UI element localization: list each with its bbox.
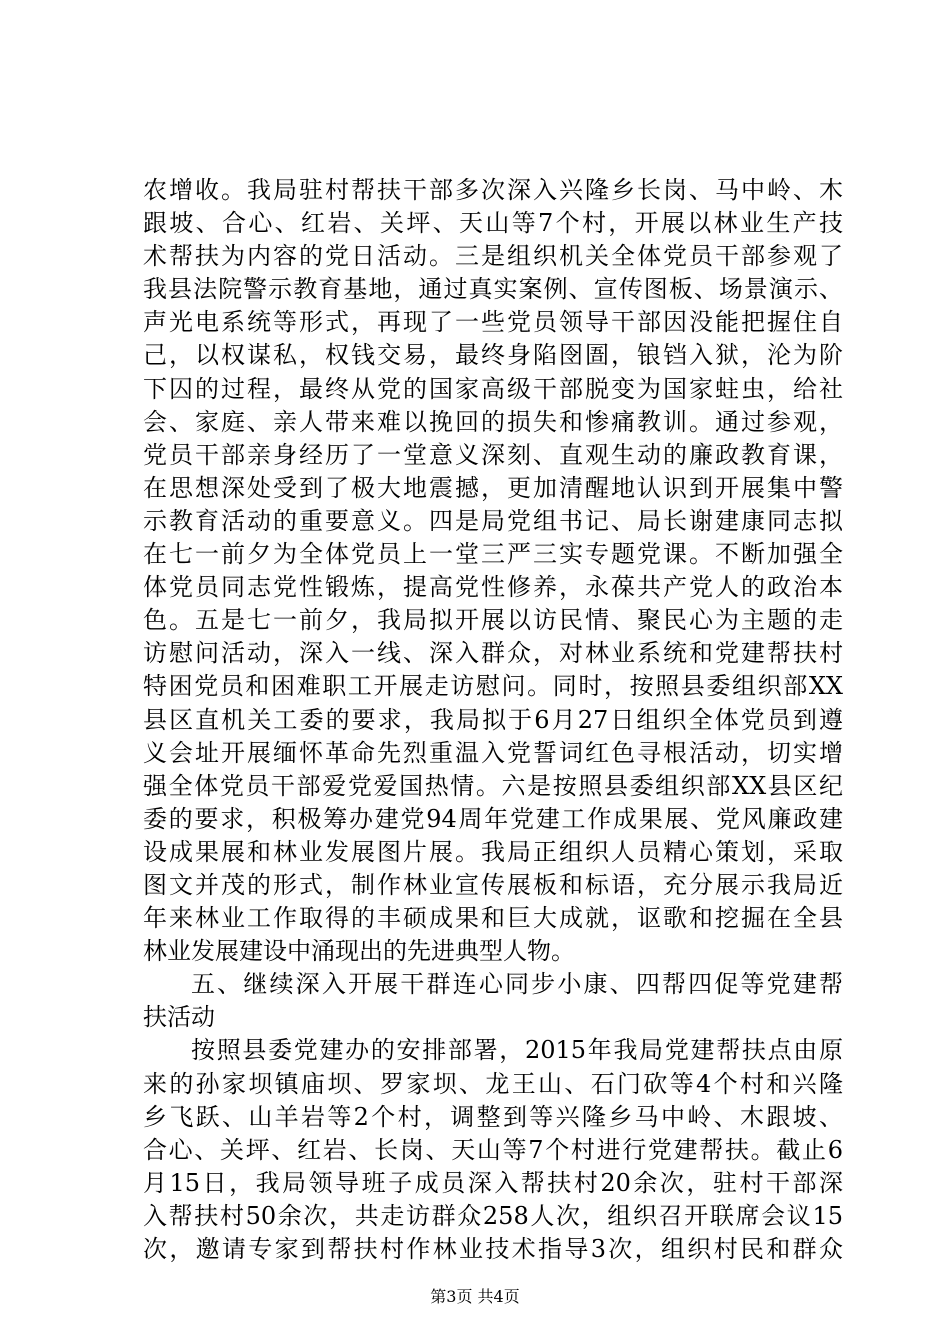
text-line: 色。五是七一前夕，我局拟开展以访民情、聚民心为主题的走 [143, 606, 843, 635]
text-line: 乡飞跃、山羊岩等2个村，调整到等兴隆乡马中岭、木跟坡、 [143, 1102, 843, 1131]
text-line: 林业发展建设中涌现出的先进典型人物。 [143, 937, 575, 966]
text-line: 图文并茂的形式，制作林业宣传展板和标语，充分展示我局近 [143, 870, 843, 899]
heading-line: 五、继续深入开展干群连心同步小康、四帮四促等党建帮 [191, 970, 843, 999]
text-line: 设成果展和林业发展图片展。我局正组织人员精心策划，采取 [143, 837, 843, 866]
text-line: 己，以权谋私，权钱交易，最终身陷囹圄，锒铛入狱，沦为阶 [143, 341, 843, 370]
text-line: 会、家庭、亲人带来难以挽回的损失和惨痛教训。通过参观， [143, 407, 843, 436]
text-line: 体党员同志党性锻炼，提高党性修养，永葆共产党人的政治本 [143, 573, 843, 602]
text-line: 我县法院警示教育基地，通过真实案例、宣传图板、场景演示、 [143, 275, 843, 304]
text-line: 次，邀请专家到帮扶村作林业技术指导3次，组织村民和群众 [143, 1235, 843, 1263]
text-line: 声光电系统等形式，再现了一些党员领导干部因没能把握住自 [143, 308, 843, 337]
text-line: 农增收。我局驻村帮扶干部多次深入兴隆乡长岗、马中岭、木 [143, 176, 843, 204]
text-line: 入帮扶村50余次，共走访群众258人次，组织召开联席会议15 [143, 1201, 843, 1230]
page-number-footer: 第3页 共4页 [430, 1287, 520, 1306]
text-line: 强全体党员干部爱党爱国热情。六是按照县委组织部XX县区纪 [143, 771, 843, 800]
text-line: 访慰问活动，深入一线、深入群众，对林业系统和党建帮扶村 [143, 639, 843, 668]
text-line: 县区直机关工委的要求，我局拟于6月27日组织全体党员到遵 [143, 705, 843, 734]
heading-line: 扶活动 [143, 1003, 215, 1032]
text-line: 委的要求，积极筹办建党94周年党建工作成果展、党风廉政建 [143, 804, 843, 833]
text-line: 在思想深处受到了极大地震撼，更加清醒地认识到开展集中警 [143, 473, 843, 502]
text-line: 党员干部亲身经历了一堂意义深刻、直观生动的廉政教育课， [143, 440, 843, 469]
text-line: 术帮扶为内容的党日活动。三是组织机关全体党员干部参观了 [143, 242, 843, 271]
text-line: 示教育活动的重要意义。四是局党组书记、局长谢建康同志拟 [143, 506, 843, 535]
text-line: 来的孙家坝镇庙坝、罗家坝、龙王山、石门砍等4个村和兴隆 [143, 1069, 843, 1098]
text-line: 特困党员和困难职工开展走访慰问。同时，按照县委组织部XX [143, 672, 843, 701]
text-line: 按照县委党建办的安排部署，2015年我局党建帮扶点由原 [191, 1036, 843, 1065]
text-line: 跟坡、合心、红岩、关坪、天山等7个村，开展以林业生产技 [143, 209, 843, 238]
text-line: 合心、关坪、红岩、长岗、天山等7个村进行党建帮扶。截止6 [143, 1135, 843, 1164]
text-line: 年来林业工作取得的丰硕成果和巨大成就，讴歌和挖掘在全县 [143, 904, 843, 933]
text-line: 下囚的过程，最终从党的国家高级干部脱变为国家蛀虫，给社 [143, 374, 843, 403]
text-line: 月15日，我局领导班子成员深入帮扶村20余次，驻村干部深 [143, 1168, 843, 1197]
text-line: 义会址开展缅怀革命先烈重温入党誓词红色寻根活动，切实增 [143, 738, 843, 767]
text-line: 在七一前夕为全体党员上一堂三严三实专题党课。不断加强全 [143, 540, 843, 569]
